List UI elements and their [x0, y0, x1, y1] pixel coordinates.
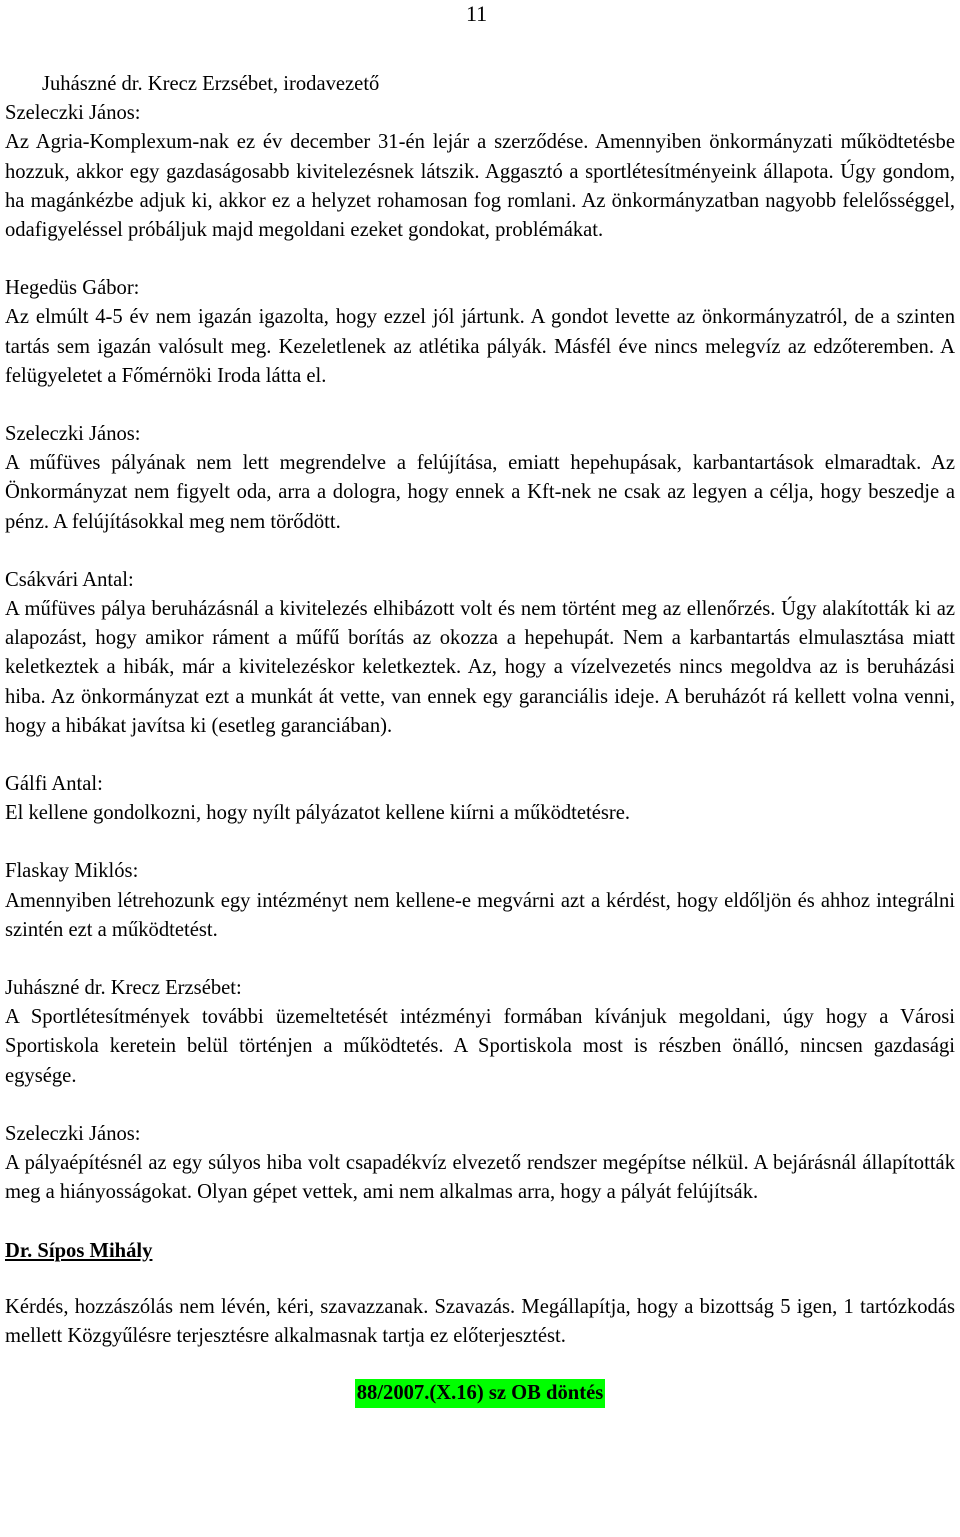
- closing-text: Kérdés, hozzászólás nem lévén, kéri, szavazzanak. Szavazás. Megállapítja, hogy a bizottság 5 igen, 1 tartózkodás mellett Közgyűlésre terjesztésre alkalmasnak tartja ez előterjesztést.: [5, 1295, 955, 1347]
- speaker-name: Gálfi Antal:: [5, 773, 103, 796]
- speech-block: [5, 566, 955, 741]
- speech-block: [5, 420, 955, 537]
- speech-block: [5, 770, 955, 828]
- document-body: [5, 70, 955, 1408]
- speaker-name: Flaskay Miklós:: [5, 860, 139, 883]
- speech-text: Az elmúlt 4-5 év nem igazán igazolta, hogy ezzel jól jártunk. A gondot levette az önkormányzatról, de a szinten tartás sem igazán valósult meg. Kezeletlenek az atlétika pályák. Másfél éve nincs melegvíz az edzőteremben. A felügyeletet a Főmérnöki Iroda látta el.: [5, 306, 955, 387]
- speech-block: [5, 1120, 955, 1208]
- chair-heading: Dr. Sípos Mihály: [5, 1239, 153, 1262]
- speech-text: El kellene gondolkozni, hogy nyílt pályázatot kellene kiírni a működtetésre.: [5, 802, 631, 825]
- speech-block: [5, 99, 955, 245]
- speaker-name: Szeleczki János:: [5, 102, 141, 125]
- speech-text: Amennyiben létrehozunk egy intézményt nem kellene-e megvárni azt a kérdést, hogy eldőljön és ahhoz integrálni szintén ezt a működtetést.: [5, 889, 955, 941]
- speaker-name: Hegedüs Gábor:: [5, 277, 140, 300]
- speech-block: [5, 274, 955, 391]
- decision-label: 88/2007.(X.16) sz OB döntés: [355, 1379, 606, 1408]
- speech-text: Az Agria-Komplexum-nak ez év december 31-én lejár a szerződése. Amennyiben önkormányzati működtetésbe hozzuk, akkor egy gazdaságosabb kivitelezésnek látszik. Aggasztó a sportlétesítményeink állapota. Úgy gondom, ha magánkézbe adjuk ki, akkor ez a helyzet rohamosan fog romlani. Az önkormányzatban nagyobb felelősséggel, odafigyeléssel próbáljuk majd megoldani ezeket gondokat, problémákat.: [5, 131, 955, 242]
- speech-text: A Sportlétesítmények további üzemeltetését intézményi formában kívánjuk megoldani, úgy hogy a Városi Sportiskola keretein belül történjen a működtetés. A Sportiskola most is részben önálló, nincsen gazdasági egysége.: [5, 1006, 955, 1087]
- intro-line: Juhászné dr. Krecz Erzsébet, irodavezető: [42, 73, 380, 95]
- speaker-name: Szeleczki János:: [5, 423, 141, 446]
- speech-block: [5, 974, 955, 1091]
- page-number: 11: [466, 1, 488, 26]
- speech-block: [5, 857, 955, 945]
- speech-text: A műfüves pálya beruházásnál a kivitelezés elhibázott volt és nem történt meg az ellenőrzés. Úgy alakították ki az alapozást, hogy amikor ráment a műfű borítás az okozza a hepehupát. Nem a karbantartás elmulasztása miatt keletkeztek a hibák, már a kivitelezéskor keletkeztek. Az, hogy a vízelvezetés nincs megoldva az is beruházási hiba. Az önkormányzat ezt a munkát át vette, van ennek egy garanciális ideje. A beruházót rá kellett volna venni, hogy a hibákat javítsa ki (esetleg garanciában).: [5, 598, 955, 737]
- speech-text: A műfüves pályának nem lett megrendelve a felújítása, emiatt hepehupásak, karbantartások elmaradtak. Az Önkormányzat nem figyelt oda, arra a dologra, hogy ennek a Kft-nek ne csak az legyen a célja, hogy beszedje a pénz. A felújításokkal meg nem törődött.: [5, 452, 955, 533]
- speaker-name: Szeleczki János:: [5, 1122, 141, 1145]
- speaker-name: Juhászné dr. Krecz Erzsébet:: [5, 977, 242, 1000]
- speaker-name: Csákvári Antal:: [5, 568, 134, 591]
- decision-line: [5, 1379, 955, 1408]
- speech-text: A pályaépítésnél az egy súlyos hiba volt csapadékvíz elvezető rendszer megépítse nélkül. A bejárásnál állapították meg a hiányosságokat. Olyan gépet vettek, ami nem alkalmas arra, hogy a pályát felújítsák.: [5, 1152, 955, 1204]
